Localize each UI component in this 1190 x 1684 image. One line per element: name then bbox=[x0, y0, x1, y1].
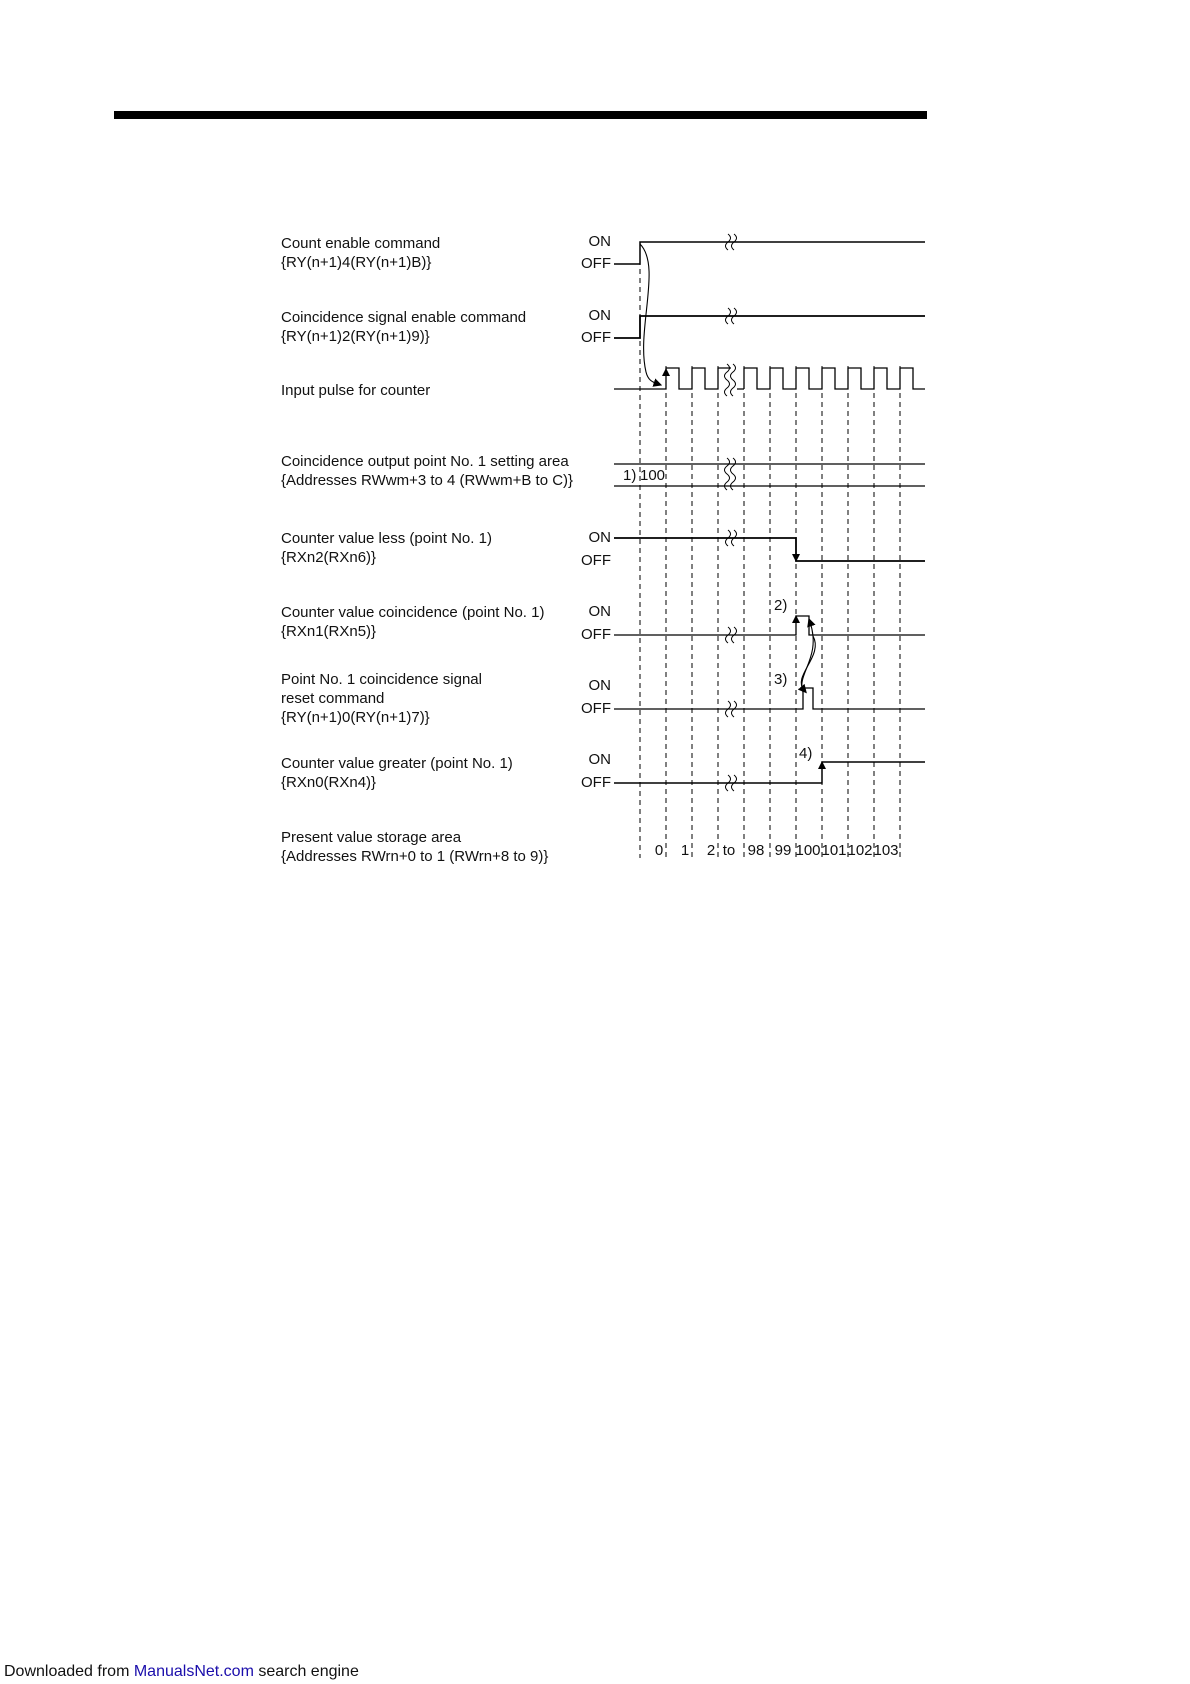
present-value: 0 bbox=[654, 842, 664, 859]
present-value: 1 bbox=[680, 842, 690, 859]
present-value: 2 bbox=[706, 842, 716, 859]
setting-value: 100 bbox=[640, 467, 666, 484]
waveform-input-pulse bbox=[614, 368, 925, 389]
annotation-2: 2) bbox=[774, 597, 788, 614]
off-label: OFF bbox=[581, 626, 611, 643]
on-label: ON bbox=[588, 677, 611, 694]
off-label: OFF bbox=[581, 700, 611, 717]
footer-link[interactable]: ManualsNet.com bbox=[133, 1663, 254, 1680]
signal-label-input-pulse: Input pulse for counter bbox=[281, 382, 431, 399]
signal-label-present-value: Present value storage area {Addresses RWrn+0 to 1 (RWrn+8 to 9)} bbox=[281, 829, 549, 865]
signal-label-coincidence-enable: Coincidence signal enable command {RY(n+1)2(RY(n+1)9)} bbox=[281, 309, 527, 345]
signal-label-count-enable: Count enable command {RY(n+1)4(RY(n+1)B)} bbox=[281, 235, 441, 271]
on-label: ON bbox=[588, 751, 611, 768]
off-label: OFF bbox=[581, 255, 611, 272]
present-value: 102 bbox=[847, 842, 873, 859]
signal-label-value-less: Counter value less (point No. 1) {RXn2(RXn6)} bbox=[281, 530, 492, 566]
timing-guides bbox=[640, 242, 900, 858]
signal-label-value-coincidence: Counter value coincidence (point No. 1) {RXn1(RXn5)} bbox=[281, 604, 545, 640]
arrow-reset-to-coincidence bbox=[802, 622, 813, 692]
annotation-3: 3) bbox=[774, 671, 788, 688]
footer bbox=[4, 1662, 359, 1681]
present-value: 99 bbox=[774, 842, 792, 859]
present-value: 100 bbox=[795, 842, 821, 859]
arrow-count-enable-to-pulse bbox=[640, 244, 658, 384]
off-label: OFF bbox=[581, 329, 611, 346]
present-value: to bbox=[722, 842, 736, 859]
annotation-4: 4) bbox=[799, 745, 813, 762]
signal-label-reset-command: Point No. 1 coincidence signal reset command {RY(n+1)0(RY(n+1)7)} bbox=[281, 671, 482, 726]
footer-prefix: Downloaded from bbox=[4, 1663, 134, 1680]
on-label: ON bbox=[588, 603, 611, 620]
present-value: 103 bbox=[873, 842, 899, 859]
off-label: OFF bbox=[581, 552, 611, 569]
annotation-1: 1) bbox=[623, 467, 637, 484]
footer-suffix: search engine bbox=[253, 1663, 359, 1680]
on-label: ON bbox=[588, 233, 611, 250]
waveform-count-enable bbox=[614, 242, 925, 264]
break-marks bbox=[725, 234, 737, 791]
on-label: ON bbox=[588, 307, 611, 324]
present-value: 101 bbox=[821, 842, 847, 859]
signal-label-setting-area: Coincidence output point No. 1 setting area {Addresses RWwm+3 to 4 (RWwm+B to C)} bbox=[281, 453, 574, 489]
signal-label-value-greater: Counter value greater (point No. 1) {RXn0(RXn4)} bbox=[281, 755, 513, 791]
waveform-coincidence-enable bbox=[614, 316, 925, 338]
present-value: 98 bbox=[747, 842, 765, 859]
on-label: ON bbox=[588, 529, 611, 546]
off-label: OFF bbox=[581, 774, 611, 791]
